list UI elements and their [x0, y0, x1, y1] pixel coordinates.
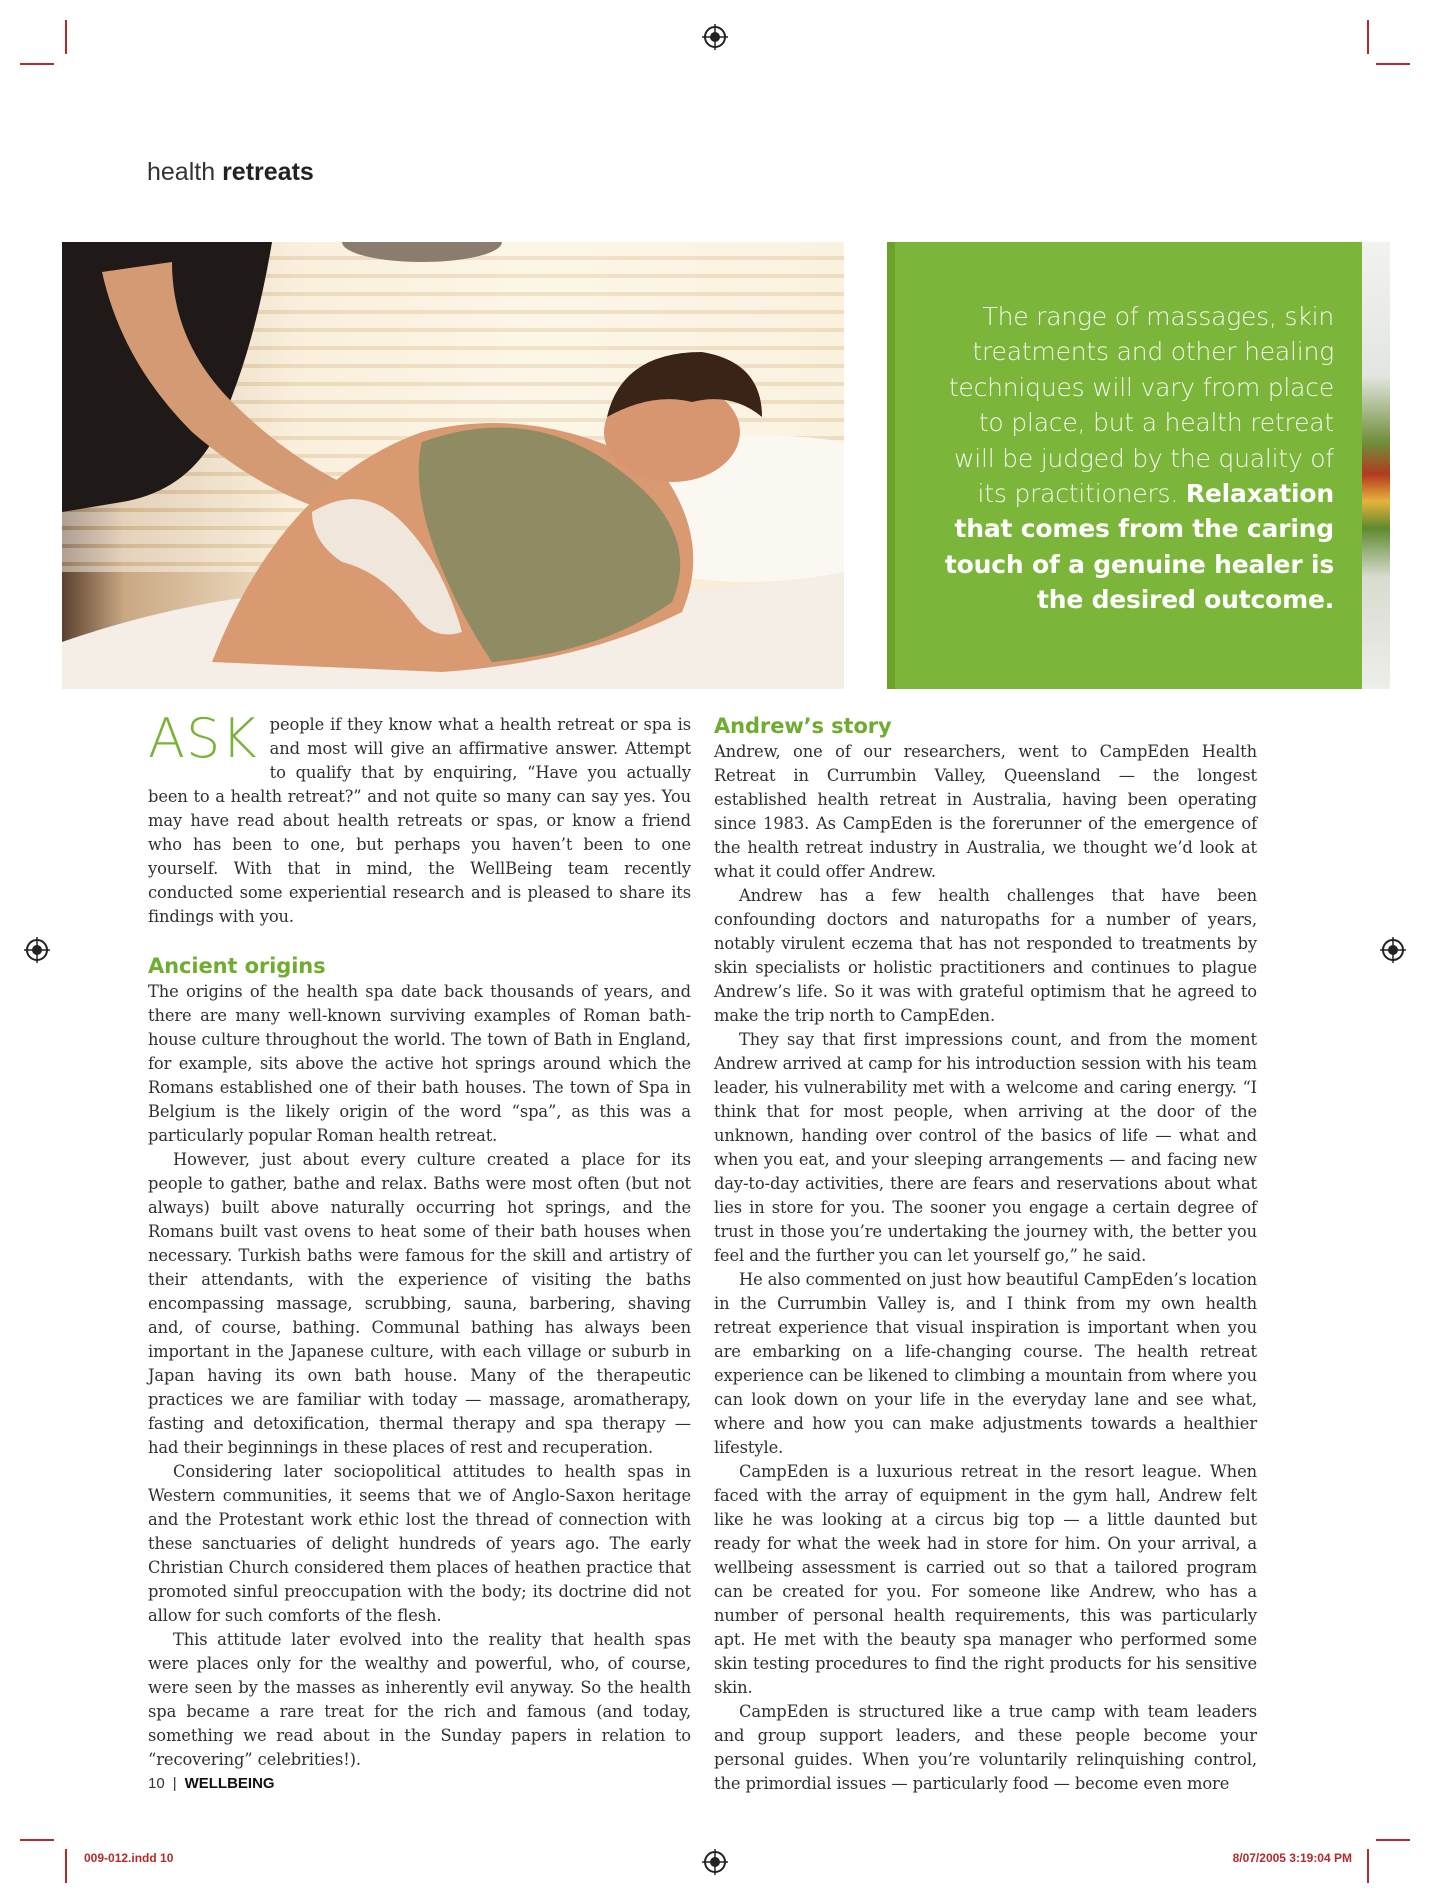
crop-mark: [1376, 63, 1410, 65]
slug-timestamp: 8/07/2005 3:19:04 PM: [1232, 1851, 1352, 1865]
crop-mark: [65, 20, 67, 54]
pull-quote-box: [887, 242, 1362, 689]
slug-file: 009-012.indd 10: [84, 1851, 174, 1865]
article-right-column: [714, 713, 1257, 1796]
pull-quote: [934, 299, 1334, 618]
section-heading-bold: retreats: [222, 158, 314, 186]
page-number: 10: [148, 1775, 165, 1792]
body-paragraph: They say that first impressions count, and from the moment Andrew arrived at camp for his introduction session with his team leader, his vulnerability met with a welcome and caring energy. “I think that for most people, when arriving at the door of the unknown, handing over control of the basics of life — what and when you eat, and your sleeping arrangements — and facing new day-to-day activities, there are fears and reservations about what lies in store for you. The sooner you engage a certain degree of trust in those you’re undertaking the journey with, the better you feel and the further you can let yourself go,” he said.: [714, 1030, 1257, 1265]
registration-mark-icon: [24, 937, 50, 963]
page-footer: [148, 1775, 275, 1792]
crop-mark: [20, 1839, 54, 1841]
crop-mark: [1367, 1849, 1369, 1883]
body-paragraph: Andrew has a few health challenges that have been confounding doctors and naturopaths for a number of years, notably virulent eczema that has not responded to treatments by skin specialists or holistic practitioners and continues to plague Andrew’s life. So it was with grateful optimism that he agreed to make the trip north to CampEden.: [714, 886, 1257, 1025]
registration-mark-icon: [702, 1849, 728, 1875]
crop-mark: [1376, 1839, 1410, 1841]
body-paragraph: CampEden is structured like a true camp with team leaders and group support leaders, and these people become your personal guides. When you’re voluntarily relinquishing control, the primordial issues — particularly food — become even more: [714, 1702, 1257, 1793]
intro-paragraph: [148, 707, 691, 929]
pull-quote-strong: Relaxation that comes from the caring touch of a genuine healer is the desired outcome.: [944, 479, 1334, 615]
massage-photo: [62, 242, 844, 689]
body-paragraph: Considering later sociopolitical attitudes to health spas in Western communities, it seems that we of Anglo-Saxon heritage and the Protestant work ethic lost the thread of connection with these sanctuaries of delight hundreds of years ago. The early Christian Church considered them places of heathen practice that promoted sinful preoccupation with the body; its doctrine did not allow for such comforts of the flesh.: [148, 1462, 691, 1625]
intro-text: people if they know what a health retreat or spa is and most will give an affirmative answer. Attempt to qualify that by enquiring, “Have you actually been to a health retreat?” and not quite so many can say yes. You may have read about health retreats or spas, or know a friend who has been to one, but perhaps you haven’t been to one yourself. With that in mind, the WellBeing team recently conducted some experiential research and is pleased to share its findings with you.: [148, 715, 691, 926]
registration-mark-icon: [1380, 937, 1406, 963]
body-paragraph: He also commented on just how beautiful CampEden’s location in the Currumbin Valley is, and I think from my own health retreat experience that visual inspiration is important when you are embarking on a life-changing course. The health retreat experience can be likened to climbing a mountain from where you can look down on your life in the everyday lane and see what, where and how you can make adjustments towards a healthier lifestyle.: [714, 1270, 1257, 1457]
magazine-name: WELLBEING: [184, 1775, 275, 1792]
article-left-column: [148, 707, 691, 1772]
body-paragraph: The origins of the health spa date back thousands of years, and there are many well-known surviving examples of Roman bath-house culture throughout the world. The town of Bath in England, for example, sits above the active hot springs around which the Romans established one of their bath houses. The town of Spa in Belgium is the likely origin of the word “spa”, as this was a particularly popular Roman health retreat.: [148, 982, 691, 1145]
crop-mark: [65, 1849, 67, 1883]
body-paragraph: This attitude later evolved into the reality that health spas were places only for the wealthy and powerful, who, of course, were seen by the masses as inherently evil anyway. So the health spa became a rare treat for the rich and famous (and today, something we read about in the Sunday papers in relation to “recovering” celebrities!).: [148, 1630, 691, 1769]
body-paragraph: Andrew, one of our researchers, went to CampEden Health Retreat in Currumbin Valley, Queensland — the longest established health retreat in Australia, having been operating since 1983. As CampEden is the forerunner of the emergence of the health retreat industry in Australia, we thought we’d look at what it could offer Andrew.: [714, 742, 1257, 881]
pull-quote-light: The range of massages, skin treatments and other healing techniques will vary from place to place, but a health retreat will be judged by the quality of its practitioners.: [948, 302, 1334, 509]
registration-mark-icon: [702, 24, 728, 50]
crop-mark: [20, 63, 54, 65]
body-paragraph: CampEden is a luxurious retreat in the resort league. When faced with the array of equipment in the gym hall, Andrew felt like he was looking at a circus big top — a little daunted but ready for what the week had in store for him. On your arrival, a wellbeing assessment is carried out so that a tailored program can be created for you. For someone like Andrew, who has a number of personal health requirements, this was particularly apt. He met with the beauty spa manager who performed some skin testing procedures to find the right products for his sensitive skin.: [714, 1462, 1257, 1697]
section-heading: [147, 158, 314, 187]
drop-cap: ASK: [148, 707, 258, 770]
section-heading-light: health: [147, 158, 216, 186]
footer-separator: |: [172, 1775, 177, 1792]
vegetable-photo-edge: [1362, 242, 1390, 689]
body-paragraph: However, just about every culture created a place for its people to gather, bathe and relax. Baths were most often (but not always) built above naturally occurring hot springs, and the Romans built vast ovens to heat some of their bath houses when necessary. Turkish baths were famous for the skill and artistry of their attendants, with the experience of visiting the baths encompassing massage, scrubbing, sauna, barbering, shaving and, of course, bathing. Communal bathing has always been important in the Japanese culture, with each village or suburb in Japan having its own bath house. Many of the therapeutic practices we are familiar with today — massage, aromatherapy, fasting and detoxification, thermal therapy and spa therapy — had their beginnings in these places of rest and recuperation.: [148, 1150, 691, 1457]
massage-illustration: [62, 242, 844, 689]
crop-mark: [1367, 20, 1369, 54]
subhead-ancient-origins: Ancient origins: [148, 954, 326, 978]
subhead-andrews-story: Andrew’s story: [714, 714, 892, 738]
